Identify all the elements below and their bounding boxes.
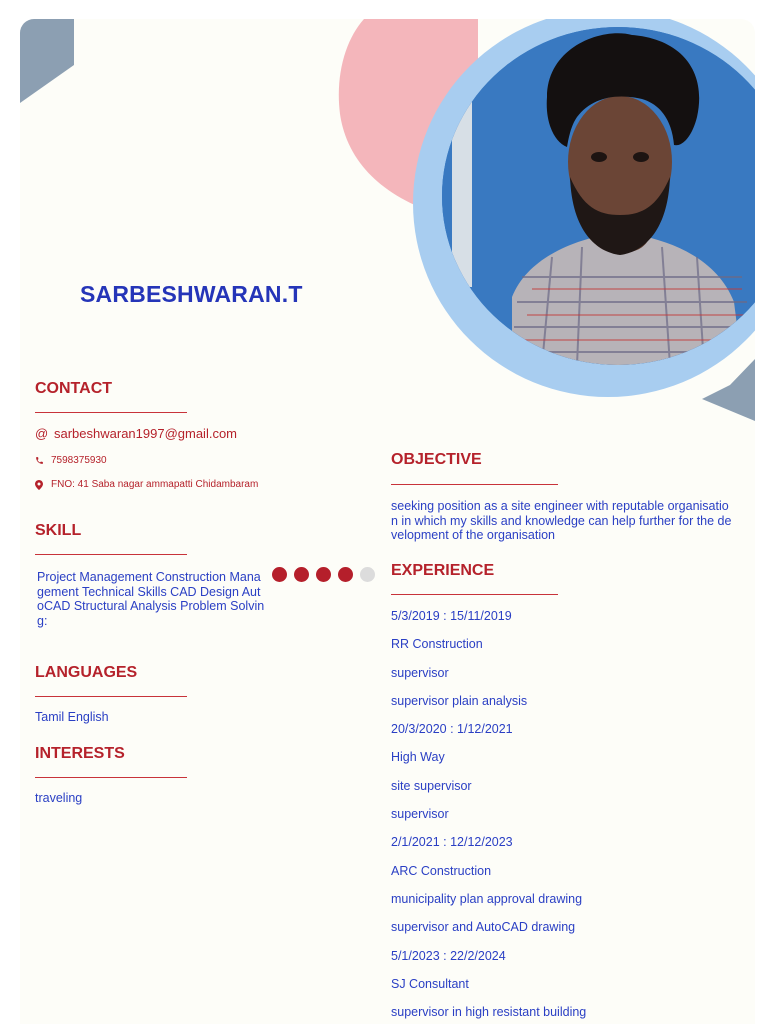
contact-phone: 7598375930 xyxy=(51,455,107,466)
phone-icon xyxy=(35,456,51,465)
experience-line: RR Construction xyxy=(391,637,483,652)
languages-text: Tamil English xyxy=(35,710,109,724)
interests-divider xyxy=(35,777,187,778)
skill-heading: SKILL xyxy=(35,522,82,539)
contact-heading: CONTACT xyxy=(35,380,113,397)
experience-heading: EXPERIENCE xyxy=(391,562,495,579)
interests-text: traveling xyxy=(35,791,83,805)
skill-text: Project Management Construction Management Technical Skills CAD Design AutoCAD Structural Analysis Problem Solving: xyxy=(37,570,265,628)
languages-divider xyxy=(35,696,187,697)
objective-heading: OBJECTIVE xyxy=(391,451,482,468)
contact-email-row[interactable] xyxy=(35,426,237,441)
experience-line: 2/1/2021 : 12/12/2023 xyxy=(391,835,513,850)
skill-rating xyxy=(272,567,375,582)
experience-line: 5/3/2019 : 15/11/2019 xyxy=(391,609,512,623)
interests-heading: INTERESTS xyxy=(35,745,125,762)
experience-line: supervisor xyxy=(391,807,449,822)
rating-dot-filled xyxy=(316,567,331,582)
experience-line: supervisor in high resistant building xyxy=(391,1005,587,1020)
experience-line: 5/1/2023 : 22/2/2024 xyxy=(391,948,506,963)
languages-heading: LANGUAGES xyxy=(35,664,138,681)
experience-line: 20/3/2020 : 1/12/2021 xyxy=(391,722,513,737)
experience-list xyxy=(391,608,586,1024)
experience-line: site supervisor xyxy=(391,778,472,793)
rating-dot-filled xyxy=(272,567,287,582)
experience-line: supervisor plain analysis xyxy=(391,693,528,708)
candidate-name: SARBESHWARAN.T xyxy=(80,281,303,307)
experience-line: supervisor xyxy=(391,665,449,680)
objective-divider xyxy=(391,484,558,485)
rating-dot-filled xyxy=(294,567,309,582)
corner-accent-shape xyxy=(20,19,80,109)
experience-divider xyxy=(391,594,558,595)
experience-line: SJ Consultant xyxy=(391,976,469,991)
contact-address-row xyxy=(35,479,258,490)
resume-page xyxy=(20,19,755,1024)
experience-line: supervisor and AutoCAD drawing xyxy=(391,920,576,935)
email-icon: @ xyxy=(35,426,49,441)
skill-divider xyxy=(35,554,187,555)
rating-dot-empty xyxy=(360,567,375,582)
experience-line: ARC Construction xyxy=(391,863,492,878)
contact-address: FNO: 41 Saba nagar ammapatti Chidambaram xyxy=(51,479,259,490)
experience-line: municipality plan approval drawing xyxy=(391,891,583,906)
location-pin-icon xyxy=(35,480,51,490)
rating-dot-filled xyxy=(338,567,353,582)
contact-divider xyxy=(35,412,187,413)
experience-line: High Way xyxy=(391,750,445,765)
objective-text: seeking position as a site engineer with reputable organisation in which my skills and knowledge can help further for the development of the organisation xyxy=(391,499,732,542)
contact-phone-row xyxy=(35,455,107,466)
contact-email[interactable]: sarbeshwaran1997@gmail.com xyxy=(54,426,238,441)
